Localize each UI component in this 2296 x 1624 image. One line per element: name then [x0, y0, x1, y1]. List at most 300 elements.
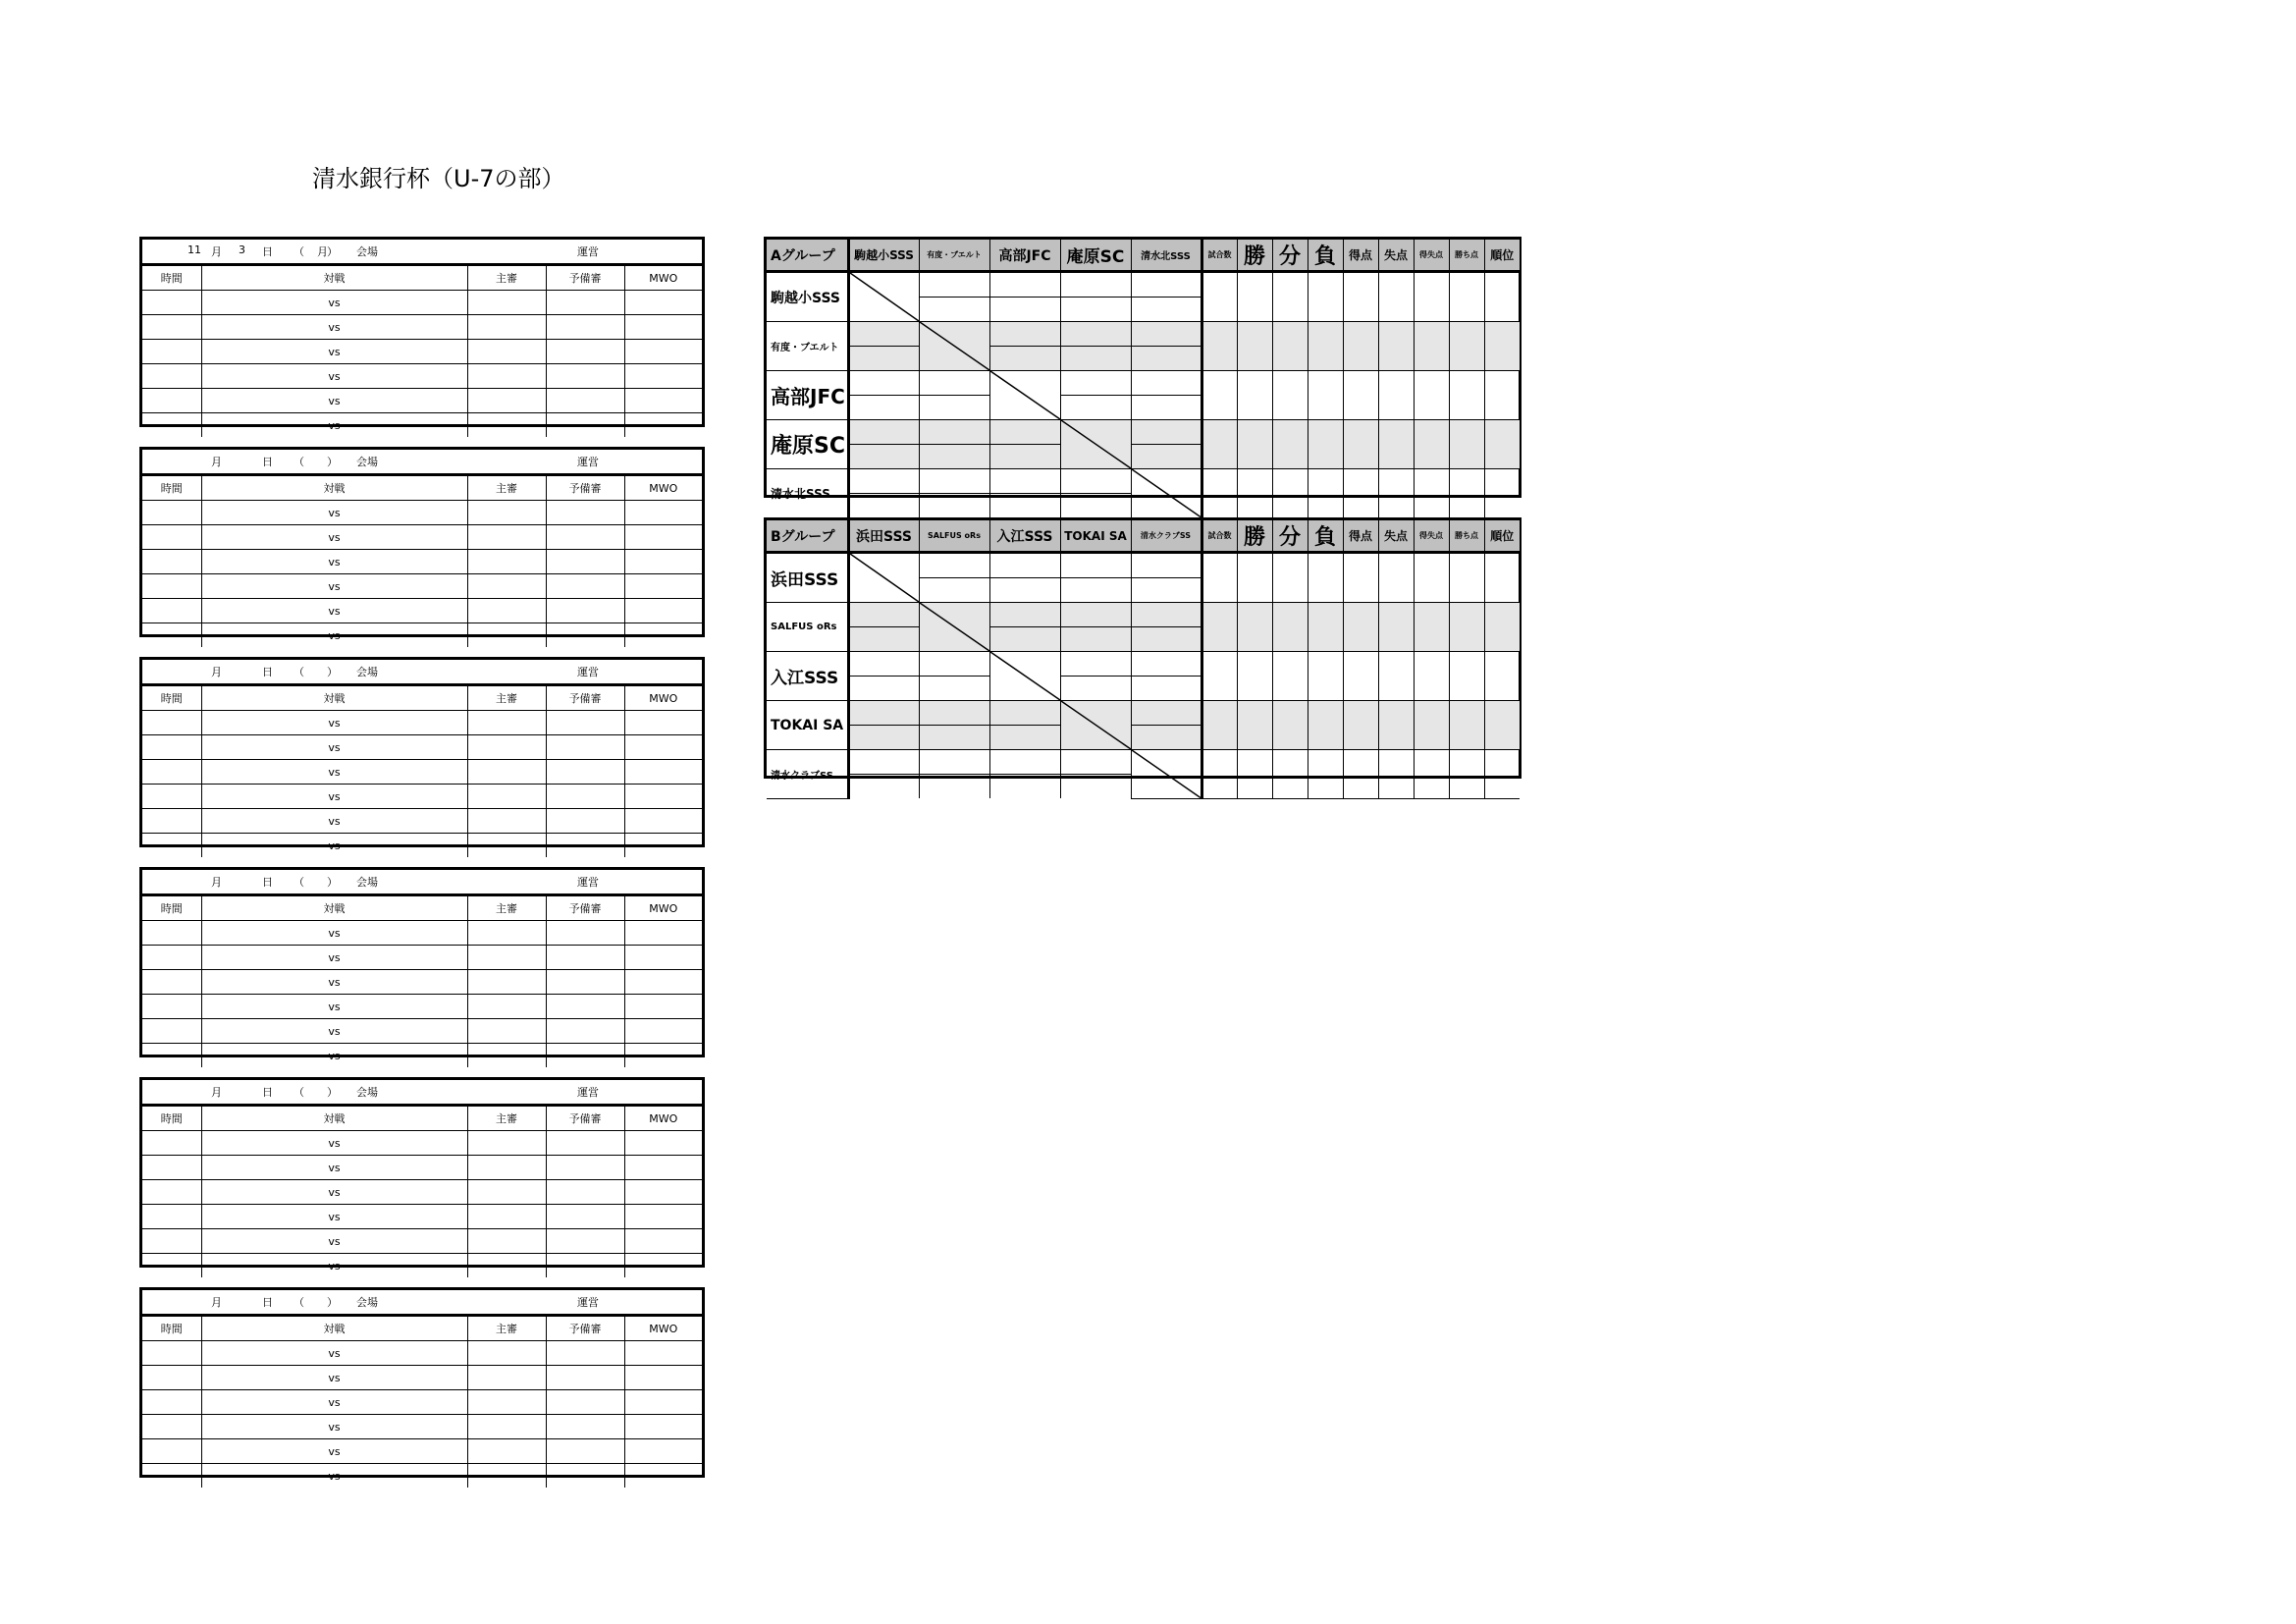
score-cell[interactable]	[848, 701, 919, 726]
match-cell[interactable]	[201, 785, 467, 809]
reserve-referee-cell[interactable]	[546, 389, 624, 413]
points-cell[interactable]	[1449, 420, 1484, 469]
mwo-cell[interactable]	[624, 389, 702, 413]
mwo-cell[interactable]	[624, 834, 702, 858]
referee-cell[interactable]	[467, 1341, 546, 1366]
draw-cell[interactable]	[1272, 750, 1308, 799]
match-cell[interactable]	[201, 623, 467, 648]
goals-for-cell[interactable]	[1343, 272, 1378, 322]
score-cell[interactable]	[989, 627, 1060, 652]
time-cell[interactable]	[142, 574, 201, 599]
reserve-referee-cell[interactable]	[546, 785, 624, 809]
goals-for-cell[interactable]	[1343, 603, 1378, 652]
mwo-cell[interactable]	[624, 921, 702, 946]
goals-against-cell[interactable]	[1378, 420, 1414, 469]
score-cell[interactable]	[1060, 627, 1131, 652]
loss-cell[interactable]	[1308, 272, 1343, 322]
referee-cell[interactable]	[467, 1439, 546, 1464]
time-cell[interactable]	[142, 1044, 201, 1068]
games-cell[interactable]	[1201, 272, 1237, 322]
rank-cell[interactable]	[1484, 750, 1520, 799]
match-cell[interactable]	[201, 970, 467, 995]
score-cell[interactable]	[1060, 750, 1131, 775]
loss-cell[interactable]	[1308, 701, 1343, 750]
score-cell[interactable]	[919, 677, 989, 701]
referee-cell[interactable]	[467, 599, 546, 623]
score-cell[interactable]	[1060, 469, 1131, 494]
score-cell[interactable]	[1131, 298, 1201, 322]
score-cell[interactable]	[848, 603, 919, 627]
referee-cell[interactable]	[467, 970, 546, 995]
goals-for-cell[interactable]	[1343, 701, 1378, 750]
referee-cell[interactable]	[467, 389, 546, 413]
points-cell[interactable]	[1449, 469, 1484, 518]
points-cell[interactable]	[1449, 750, 1484, 799]
time-cell[interactable]	[142, 291, 201, 315]
score-cell[interactable]	[989, 272, 1060, 298]
goals-for-cell[interactable]	[1343, 371, 1378, 420]
goals-against-cell[interactable]	[1378, 272, 1414, 322]
loss-cell[interactable]	[1308, 371, 1343, 420]
goals-against-cell[interactable]	[1378, 469, 1414, 518]
score-cell[interactable]	[1060, 396, 1131, 420]
mwo-cell[interactable]	[624, 1044, 702, 1068]
time-cell[interactable]	[142, 1390, 201, 1415]
referee-cell[interactable]	[467, 340, 546, 364]
match-cell[interactable]	[201, 1464, 467, 1489]
loss-cell[interactable]	[1308, 603, 1343, 652]
score-cell[interactable]	[1060, 553, 1131, 578]
mwo-cell[interactable]	[624, 315, 702, 340]
score-cell[interactable]	[1131, 347, 1201, 371]
win-cell[interactable]	[1237, 322, 1272, 371]
match-cell[interactable]	[201, 1044, 467, 1068]
draw-cell[interactable]	[1272, 469, 1308, 518]
score-cell[interactable]	[848, 494, 919, 518]
reserve-referee-cell[interactable]	[546, 599, 624, 623]
goals-against-cell[interactable]	[1378, 322, 1414, 371]
reserve-referee-cell[interactable]	[546, 1131, 624, 1156]
score-cell[interactable]	[989, 726, 1060, 750]
reserve-referee-cell[interactable]	[546, 315, 624, 340]
score-cell[interactable]	[919, 371, 989, 396]
rank-cell[interactable]	[1484, 420, 1520, 469]
referee-cell[interactable]	[467, 291, 546, 315]
time-cell[interactable]	[142, 1019, 201, 1044]
reserve-referee-cell[interactable]	[546, 995, 624, 1019]
reserve-referee-cell[interactable]	[546, 550, 624, 574]
time-cell[interactable]	[142, 1229, 201, 1254]
time-cell[interactable]	[142, 946, 201, 970]
score-cell[interactable]	[1131, 701, 1201, 726]
referee-cell[interactable]	[467, 1044, 546, 1068]
referee-cell[interactable]	[467, 921, 546, 946]
time-cell[interactable]	[142, 785, 201, 809]
reserve-referee-cell[interactable]	[546, 291, 624, 315]
referee-cell[interactable]	[467, 413, 546, 438]
mwo-cell[interactable]	[624, 364, 702, 389]
match-cell[interactable]	[201, 1254, 467, 1278]
time-cell[interactable]	[142, 550, 201, 574]
match-cell[interactable]	[201, 1205, 467, 1229]
score-cell[interactable]	[989, 420, 1060, 445]
rank-cell[interactable]	[1484, 469, 1520, 518]
match-cell[interactable]	[201, 340, 467, 364]
goal-diff-cell[interactable]	[1414, 701, 1449, 750]
time-cell[interactable]	[142, 501, 201, 525]
mwo-cell[interactable]	[624, 1131, 702, 1156]
mwo-cell[interactable]	[624, 1439, 702, 1464]
score-cell[interactable]	[848, 469, 919, 494]
match-cell[interactable]	[201, 1366, 467, 1390]
match-cell[interactable]	[201, 364, 467, 389]
mwo-cell[interactable]	[624, 809, 702, 834]
referee-cell[interactable]	[467, 1229, 546, 1254]
time-cell[interactable]	[142, 1366, 201, 1390]
time-cell[interactable]	[142, 413, 201, 438]
score-cell[interactable]	[1131, 322, 1201, 347]
reserve-referee-cell[interactable]	[546, 809, 624, 834]
games-cell[interactable]	[1201, 469, 1237, 518]
mwo-cell[interactable]	[624, 501, 702, 525]
score-cell[interactable]	[1060, 347, 1131, 371]
referee-cell[interactable]	[467, 1390, 546, 1415]
reserve-referee-cell[interactable]	[546, 574, 624, 599]
time-cell[interactable]	[142, 760, 201, 785]
mwo-cell[interactable]	[624, 1415, 702, 1439]
draw-cell[interactable]	[1272, 701, 1308, 750]
reserve-referee-cell[interactable]	[546, 340, 624, 364]
referee-cell[interactable]	[467, 995, 546, 1019]
referee-cell[interactable]	[467, 711, 546, 735]
score-cell[interactable]	[1131, 726, 1201, 750]
reserve-referee-cell[interactable]	[546, 364, 624, 389]
win-cell[interactable]	[1237, 420, 1272, 469]
score-cell[interactable]	[1131, 677, 1201, 701]
time-cell[interactable]	[142, 1180, 201, 1205]
time-cell[interactable]	[142, 1156, 201, 1180]
mwo-cell[interactable]	[624, 970, 702, 995]
match-cell[interactable]	[201, 599, 467, 623]
time-cell[interactable]	[142, 364, 201, 389]
rank-cell[interactable]	[1484, 371, 1520, 420]
score-cell[interactable]	[1060, 603, 1131, 627]
time-cell[interactable]	[142, 1439, 201, 1464]
referee-cell[interactable]	[467, 735, 546, 760]
match-cell[interactable]	[201, 1131, 467, 1156]
points-cell[interactable]	[1449, 603, 1484, 652]
score-cell[interactable]	[848, 726, 919, 750]
games-cell[interactable]	[1201, 322, 1237, 371]
score-cell[interactable]	[848, 445, 919, 469]
score-cell[interactable]	[989, 445, 1060, 469]
goals-for-cell[interactable]	[1343, 652, 1378, 701]
score-cell[interactable]	[1131, 603, 1201, 627]
score-cell[interactable]	[1131, 627, 1201, 652]
mwo-cell[interactable]	[624, 760, 702, 785]
referee-cell[interactable]	[467, 809, 546, 834]
reserve-referee-cell[interactable]	[546, 525, 624, 550]
score-cell[interactable]	[848, 750, 919, 775]
reserve-referee-cell[interactable]	[546, 1439, 624, 1464]
points-cell[interactable]	[1449, 652, 1484, 701]
referee-cell[interactable]	[467, 1254, 546, 1278]
score-cell[interactable]	[919, 726, 989, 750]
match-cell[interactable]	[201, 921, 467, 946]
win-cell[interactable]	[1237, 750, 1272, 799]
mwo-cell[interactable]	[624, 785, 702, 809]
mwo-cell[interactable]	[624, 599, 702, 623]
score-cell[interactable]	[1131, 420, 1201, 445]
referee-cell[interactable]	[467, 550, 546, 574]
score-cell[interactable]	[1131, 371, 1201, 396]
reserve-referee-cell[interactable]	[546, 760, 624, 785]
score-cell[interactable]	[919, 578, 989, 603]
time-cell[interactable]	[142, 834, 201, 858]
score-cell[interactable]	[989, 603, 1060, 627]
score-cell[interactable]	[989, 775, 1060, 799]
mwo-cell[interactable]	[624, 1390, 702, 1415]
win-cell[interactable]	[1237, 701, 1272, 750]
mwo-cell[interactable]	[624, 1205, 702, 1229]
match-cell[interactable]	[201, 1180, 467, 1205]
time-cell[interactable]	[142, 340, 201, 364]
referee-cell[interactable]	[467, 1131, 546, 1156]
score-cell[interactable]	[919, 750, 989, 775]
match-cell[interactable]	[201, 735, 467, 760]
loss-cell[interactable]	[1308, 322, 1343, 371]
score-cell[interactable]	[989, 578, 1060, 603]
win-cell[interactable]	[1237, 469, 1272, 518]
match-cell[interactable]	[201, 389, 467, 413]
score-cell[interactable]	[919, 775, 989, 799]
time-cell[interactable]	[142, 1205, 201, 1229]
draw-cell[interactable]	[1272, 553, 1308, 603]
goals-against-cell[interactable]	[1378, 371, 1414, 420]
score-cell[interactable]	[919, 701, 989, 726]
referee-cell[interactable]	[467, 946, 546, 970]
mwo-cell[interactable]	[624, 574, 702, 599]
referee-cell[interactable]	[467, 315, 546, 340]
referee-cell[interactable]	[467, 1415, 546, 1439]
time-cell[interactable]	[142, 623, 201, 648]
referee-cell[interactable]	[467, 623, 546, 648]
score-cell[interactable]	[1060, 652, 1131, 677]
match-cell[interactable]	[201, 760, 467, 785]
loss-cell[interactable]	[1308, 553, 1343, 603]
mwo-cell[interactable]	[624, 946, 702, 970]
score-cell[interactable]	[848, 627, 919, 652]
mwo-cell[interactable]	[624, 735, 702, 760]
match-cell[interactable]	[201, 574, 467, 599]
reserve-referee-cell[interactable]	[546, 1044, 624, 1068]
reserve-referee-cell[interactable]	[546, 1415, 624, 1439]
mwo-cell[interactable]	[624, 1366, 702, 1390]
rank-cell[interactable]	[1484, 701, 1520, 750]
match-cell[interactable]	[201, 946, 467, 970]
reserve-referee-cell[interactable]	[546, 921, 624, 946]
games-cell[interactable]	[1201, 420, 1237, 469]
match-cell[interactable]	[201, 809, 467, 834]
loss-cell[interactable]	[1308, 469, 1343, 518]
referee-cell[interactable]	[467, 1156, 546, 1180]
goal-diff-cell[interactable]	[1414, 272, 1449, 322]
mwo-cell[interactable]	[624, 340, 702, 364]
score-cell[interactable]	[1131, 396, 1201, 420]
draw-cell[interactable]	[1272, 652, 1308, 701]
time-cell[interactable]	[142, 735, 201, 760]
win-cell[interactable]	[1237, 553, 1272, 603]
time-cell[interactable]	[142, 995, 201, 1019]
loss-cell[interactable]	[1308, 652, 1343, 701]
match-cell[interactable]	[201, 1019, 467, 1044]
score-cell[interactable]	[848, 652, 919, 677]
referee-cell[interactable]	[467, 1205, 546, 1229]
reserve-referee-cell[interactable]	[546, 623, 624, 648]
time-cell[interactable]	[142, 711, 201, 735]
draw-cell[interactable]	[1272, 603, 1308, 652]
score-cell[interactable]	[989, 701, 1060, 726]
score-cell[interactable]	[1060, 578, 1131, 603]
score-cell[interactable]	[919, 553, 989, 578]
time-cell[interactable]	[142, 809, 201, 834]
rank-cell[interactable]	[1484, 652, 1520, 701]
score-cell[interactable]	[989, 298, 1060, 322]
games-cell[interactable]	[1201, 652, 1237, 701]
match-cell[interactable]	[201, 525, 467, 550]
mwo-cell[interactable]	[624, 1180, 702, 1205]
goals-for-cell[interactable]	[1343, 750, 1378, 799]
score-cell[interactable]	[848, 420, 919, 445]
reserve-referee-cell[interactable]	[546, 1464, 624, 1489]
mwo-cell[interactable]	[624, 1019, 702, 1044]
goal-diff-cell[interactable]	[1414, 553, 1449, 603]
win-cell[interactable]	[1237, 371, 1272, 420]
games-cell[interactable]	[1201, 750, 1237, 799]
score-cell[interactable]	[1131, 578, 1201, 603]
games-cell[interactable]	[1201, 701, 1237, 750]
mwo-cell[interactable]	[624, 1229, 702, 1254]
score-cell[interactable]	[919, 298, 989, 322]
goals-against-cell[interactable]	[1378, 652, 1414, 701]
score-cell[interactable]	[919, 396, 989, 420]
score-cell[interactable]	[1131, 272, 1201, 298]
score-cell[interactable]	[919, 469, 989, 494]
referee-cell[interactable]	[467, 760, 546, 785]
reserve-referee-cell[interactable]	[546, 735, 624, 760]
score-cell[interactable]	[848, 396, 919, 420]
referee-cell[interactable]	[467, 364, 546, 389]
mwo-cell[interactable]	[624, 550, 702, 574]
score-cell[interactable]	[919, 494, 989, 518]
goal-diff-cell[interactable]	[1414, 652, 1449, 701]
goals-for-cell[interactable]	[1343, 322, 1378, 371]
score-cell[interactable]	[919, 445, 989, 469]
match-cell[interactable]	[201, 413, 467, 438]
score-cell[interactable]	[989, 322, 1060, 347]
referee-cell[interactable]	[467, 1180, 546, 1205]
draw-cell[interactable]	[1272, 420, 1308, 469]
points-cell[interactable]	[1449, 272, 1484, 322]
time-cell[interactable]	[142, 389, 201, 413]
mwo-cell[interactable]	[624, 1254, 702, 1278]
reserve-referee-cell[interactable]	[546, 711, 624, 735]
goal-diff-cell[interactable]	[1414, 420, 1449, 469]
score-cell[interactable]	[1131, 553, 1201, 578]
time-cell[interactable]	[142, 970, 201, 995]
points-cell[interactable]	[1449, 553, 1484, 603]
reserve-referee-cell[interactable]	[546, 946, 624, 970]
rank-cell[interactable]	[1484, 553, 1520, 603]
goal-diff-cell[interactable]	[1414, 469, 1449, 518]
reserve-referee-cell[interactable]	[546, 1390, 624, 1415]
games-cell[interactable]	[1201, 371, 1237, 420]
time-cell[interactable]	[142, 1415, 201, 1439]
goal-diff-cell[interactable]	[1414, 603, 1449, 652]
draw-cell[interactable]	[1272, 272, 1308, 322]
score-cell[interactable]	[1060, 298, 1131, 322]
mwo-cell[interactable]	[624, 413, 702, 438]
score-cell[interactable]	[848, 347, 919, 371]
mwo-cell[interactable]	[624, 1341, 702, 1366]
referee-cell[interactable]	[467, 574, 546, 599]
mwo-cell[interactable]	[624, 1156, 702, 1180]
match-cell[interactable]	[201, 711, 467, 735]
time-cell[interactable]	[142, 599, 201, 623]
score-cell[interactable]	[1060, 494, 1131, 518]
rank-cell[interactable]	[1484, 272, 1520, 322]
match-cell[interactable]	[201, 501, 467, 525]
score-cell[interactable]	[1060, 272, 1131, 298]
mwo-cell[interactable]	[624, 525, 702, 550]
mwo-cell[interactable]	[624, 1464, 702, 1489]
draw-cell[interactable]	[1272, 322, 1308, 371]
referee-cell[interactable]	[467, 1019, 546, 1044]
match-cell[interactable]	[201, 291, 467, 315]
reserve-referee-cell[interactable]	[546, 1366, 624, 1390]
goals-against-cell[interactable]	[1378, 603, 1414, 652]
mwo-cell[interactable]	[624, 995, 702, 1019]
score-cell[interactable]	[989, 469, 1060, 494]
reserve-referee-cell[interactable]	[546, 1180, 624, 1205]
reserve-referee-cell[interactable]	[546, 1254, 624, 1278]
score-cell[interactable]	[1060, 322, 1131, 347]
time-cell[interactable]	[142, 1254, 201, 1278]
score-cell[interactable]	[989, 750, 1060, 775]
reserve-referee-cell[interactable]	[546, 413, 624, 438]
goal-diff-cell[interactable]	[1414, 322, 1449, 371]
reserve-referee-cell[interactable]	[546, 1229, 624, 1254]
points-cell[interactable]	[1449, 701, 1484, 750]
match-cell[interactable]	[201, 315, 467, 340]
referee-cell[interactable]	[467, 834, 546, 858]
score-cell[interactable]	[989, 553, 1060, 578]
goals-against-cell[interactable]	[1378, 553, 1414, 603]
score-cell[interactable]	[1131, 445, 1201, 469]
reserve-referee-cell[interactable]	[546, 501, 624, 525]
match-cell[interactable]	[201, 1156, 467, 1180]
score-cell[interactable]	[919, 420, 989, 445]
score-cell[interactable]	[1060, 371, 1131, 396]
match-cell[interactable]	[201, 995, 467, 1019]
time-cell[interactable]	[142, 315, 201, 340]
match-cell[interactable]	[201, 1229, 467, 1254]
reserve-referee-cell[interactable]	[546, 1205, 624, 1229]
score-cell[interactable]	[1060, 775, 1131, 799]
time-cell[interactable]	[142, 1464, 201, 1489]
score-cell[interactable]	[989, 494, 1060, 518]
win-cell[interactable]	[1237, 272, 1272, 322]
